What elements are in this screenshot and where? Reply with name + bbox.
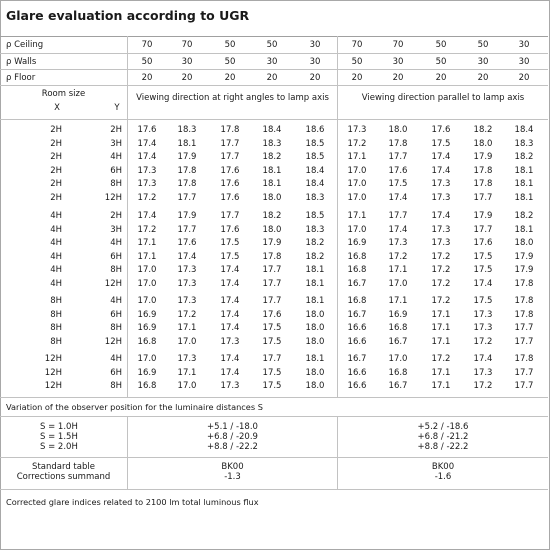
ugr-value: 17.1	[388, 265, 408, 275]
room-x-label: X	[54, 103, 60, 113]
ugr-value: 17.7	[177, 225, 197, 235]
ugr-value: 17.4	[220, 265, 240, 275]
ugr-value: 17.1	[388, 296, 408, 306]
ugr-value: 16.7	[388, 381, 408, 391]
ugr-value: 17.4	[220, 323, 240, 333]
ugr-value: 18.1	[305, 354, 325, 364]
ugr-value: 16.8	[137, 337, 157, 347]
ugr-value: 16.9	[137, 368, 157, 378]
ugr-value: 17.7	[220, 139, 240, 149]
ugr-value: 18.3	[514, 139, 534, 149]
ugr-value: 18.2	[262, 211, 282, 221]
ugr-value: 17.3	[220, 337, 240, 347]
ugr-value: 17.0	[347, 193, 367, 203]
ugr-value: 18.0	[305, 323, 325, 333]
ugr-value: 17.7	[473, 193, 493, 203]
ugr-value: 17.5	[388, 179, 408, 189]
ugr-value: 17.9	[514, 252, 534, 262]
ugr-value: 17.8	[514, 296, 534, 306]
reflectance-value: 50	[477, 40, 489, 50]
ugr-value: 17.5	[262, 381, 282, 391]
ugr-value: 18.3	[305, 193, 325, 203]
ugr-value: 18.3	[305, 225, 325, 235]
ugr-value: 17.8	[262, 252, 282, 262]
ugr-value: 17.4	[220, 279, 240, 289]
corrections-parallel: -1.6	[434, 472, 452, 482]
column-rule	[127, 36, 128, 85]
ugr-value: 18.1	[262, 179, 282, 189]
ugr-value: 17.8	[473, 166, 493, 176]
ugr-value: 17.9	[262, 238, 282, 248]
ugr-value: 17.0	[137, 279, 157, 289]
ugr-value: 17.4	[388, 225, 408, 235]
ugr-value: 18.0	[473, 139, 493, 149]
room-x-value: 4H	[50, 252, 62, 262]
ugr-value: 17.8	[473, 179, 493, 189]
ugr-value: 17.2	[177, 310, 197, 320]
ugr-value: 17.4	[473, 354, 493, 364]
reflectance-value: 70	[392, 40, 404, 50]
ugr-value: 17.5	[262, 368, 282, 378]
ugr-value: 17.7	[262, 296, 282, 306]
direction-perpendicular-label: Viewing direction at right angles to lamp axis	[136, 93, 329, 103]
room-x-value: 4H	[50, 225, 62, 235]
ugr-value: 17.4	[137, 211, 157, 221]
ugr-value: 17.7	[262, 265, 282, 275]
ugr-value: 17.3	[137, 179, 157, 189]
ugr-value: 17.5	[431, 139, 451, 149]
ugr-value: 17.4	[220, 296, 240, 306]
room-x-value: 4H	[50, 238, 62, 248]
table-rule	[0, 416, 548, 417]
reflectance-label: ρ Walls	[6, 57, 37, 67]
room-x-value: 4H	[50, 279, 62, 289]
reflectance-value: 30	[392, 57, 404, 67]
ugr-value: 17.0	[177, 337, 197, 347]
ugr-value: 18.0	[305, 381, 325, 391]
ugr-value: 17.3	[431, 225, 451, 235]
ugr-value: 17.7	[388, 152, 408, 162]
room-y-value: 8H	[110, 179, 122, 189]
ugr-value: 17.0	[347, 225, 367, 235]
room-y-value: 6H	[110, 166, 122, 176]
ugr-value: 17.0	[347, 166, 367, 176]
ugr-value: 17.5	[262, 337, 282, 347]
ugr-value: 17.2	[431, 354, 451, 364]
ugr-value: 16.8	[347, 296, 367, 306]
ugr-value: 18.1	[514, 225, 534, 235]
ugr-value: 17.7	[514, 381, 534, 391]
ugr-value: 18.0	[262, 225, 282, 235]
ugr-value: 17.8	[220, 125, 240, 135]
ugr-value: 17.9	[177, 211, 197, 221]
ugr-value: 17.2	[431, 296, 451, 306]
ugr-value: 17.8	[514, 354, 534, 364]
ugr-value: 17.1	[347, 152, 367, 162]
ugr-value: 18.4	[514, 125, 534, 135]
room-y-value: 8H	[110, 323, 122, 333]
ugr-value: 18.3	[177, 125, 197, 135]
ugr-value: 17.6	[137, 125, 157, 135]
ugr-value: 17.6	[220, 166, 240, 176]
room-x-value: 12H	[44, 381, 62, 391]
ugr-value: 17.7	[473, 225, 493, 235]
ugr-value: 17.6	[220, 225, 240, 235]
page-title: Glare evaluation according to UGR	[6, 8, 250, 23]
table-rule	[0, 489, 548, 490]
table-rule	[0, 119, 548, 120]
room-y-value: 8H	[110, 381, 122, 391]
room-y-value: 4H	[110, 354, 122, 364]
reflectance-value: 70	[181, 40, 193, 50]
variation-parallel-value: +5.2 / -18.6	[417, 422, 469, 432]
ugr-value: 16.9	[347, 238, 367, 248]
room-x-value: 8H	[50, 296, 62, 306]
reflectance-value: 50	[224, 57, 236, 67]
ugr-value: 17.4	[220, 310, 240, 320]
luminaire-distance-label: S = 2.0H	[40, 442, 78, 452]
ugr-value: 17.6	[177, 238, 197, 248]
reflectance-value: 30	[518, 40, 530, 50]
table-rule	[0, 457, 548, 458]
ugr-value: 16.9	[137, 323, 157, 333]
ugr-value: 17.2	[473, 381, 493, 391]
ugr-value: 17.8	[514, 279, 534, 289]
reflectance-value: 20	[477, 73, 489, 83]
room-y-value: 4H	[110, 238, 122, 248]
ugr-value: 17.1	[137, 252, 157, 262]
ugr-value: 18.0	[262, 193, 282, 203]
ugr-value: 17.7	[514, 337, 534, 347]
standard-table-label: Standard table	[32, 462, 95, 472]
standard-table-parallel: BK00	[431, 462, 455, 472]
room-size-label: Room size	[41, 89, 86, 99]
reflectance-value: 20	[309, 73, 321, 83]
reflectance-value: 50	[351, 57, 363, 67]
ugr-value: 17.1	[431, 368, 451, 378]
ugr-value: 18.3	[262, 139, 282, 149]
ugr-value: 17.3	[473, 323, 493, 333]
ugr-value: 18.1	[177, 139, 197, 149]
ugr-value: 18.1	[305, 265, 325, 275]
reflectance-value: 50	[224, 40, 236, 50]
ugr-value: 16.8	[137, 381, 157, 391]
reflectance-label: ρ Ceiling	[6, 40, 44, 50]
reflectance-value: 20	[141, 73, 153, 83]
ugr-value: 18.2	[262, 152, 282, 162]
room-y-value: 2H	[110, 211, 122, 221]
ugr-value: 17.3	[220, 381, 240, 391]
ugr-value: 18.5	[305, 211, 325, 221]
ugr-value: 17.0	[137, 354, 157, 364]
ugr-value: 17.4	[137, 139, 157, 149]
ugr-value: 17.7	[220, 211, 240, 221]
ugr-value: 17.4	[431, 152, 451, 162]
reflectance-value: 20	[266, 73, 278, 83]
ugr-value: 17.4	[177, 252, 197, 262]
ugr-value: 17.0	[137, 296, 157, 306]
room-x-value: 12H	[44, 368, 62, 378]
reflectance-value: 50	[141, 57, 153, 67]
ugr-value: 17.3	[431, 193, 451, 203]
luminaire-distance-label: S = 1.5H	[40, 432, 78, 442]
ugr-value: 17.4	[220, 368, 240, 378]
ugr-value: 16.7	[347, 354, 367, 364]
ugr-value: 17.4	[388, 193, 408, 203]
room-x-value: 2H	[50, 139, 62, 149]
table-rule	[0, 36, 548, 37]
ugr-value: 17.5	[473, 265, 493, 275]
reflectance-value: 70	[141, 40, 153, 50]
room-x-value: 4H	[50, 211, 62, 221]
table-rule	[0, 85, 548, 86]
room-y-value: 12H	[104, 193, 122, 203]
reflectance-label: ρ Floor	[6, 73, 36, 83]
ugr-value: 17.2	[431, 265, 451, 275]
ugr-value: 17.3	[347, 125, 367, 135]
ugr-value: 18.2	[514, 211, 534, 221]
room-y-value: 4H	[110, 296, 122, 306]
room-y-value: 6H	[110, 252, 122, 262]
ugr-value: 17.7	[220, 152, 240, 162]
ugr-value: 17.6	[262, 310, 282, 320]
ugr-value: 18.0	[305, 368, 325, 378]
ugr-value: 18.1	[514, 193, 534, 203]
ugr-value: 17.4	[220, 354, 240, 364]
ugr-value: 16.6	[347, 323, 367, 333]
reflectance-value: 20	[392, 73, 404, 83]
luminaire-distance-label: S = 1.0H	[40, 422, 78, 432]
ugr-value: 17.5	[262, 323, 282, 333]
column-rule	[337, 85, 338, 397]
ugr-value: 17.3	[177, 354, 197, 364]
ugr-value: 18.1	[305, 296, 325, 306]
ugr-value: 17.2	[347, 139, 367, 149]
ugr-value: 18.2	[305, 238, 325, 248]
ugr-value: 18.0	[388, 125, 408, 135]
room-y-value: 3H	[110, 139, 122, 149]
corrections-summand-label: Corrections summand	[16, 472, 111, 482]
ugr-value: 17.0	[137, 265, 157, 275]
ugr-value: 17.6	[431, 125, 451, 135]
ugr-value: 18.1	[305, 279, 325, 289]
variation-parallel-value: +8.8 / -22.2	[417, 442, 469, 452]
ugr-value: 17.1	[137, 238, 157, 248]
ugr-value: 17.3	[177, 279, 197, 289]
ugr-value: 18.2	[514, 152, 534, 162]
reflectance-value: 50	[435, 57, 447, 67]
reflectance-value: 20	[181, 73, 193, 83]
room-y-value: 3H	[110, 225, 122, 235]
ugr-value: 17.9	[177, 152, 197, 162]
corrections-perpendicular: -1.3	[224, 472, 241, 482]
ugr-value: 17.1	[431, 310, 451, 320]
ugr-value: 18.1	[262, 166, 282, 176]
ugr-value: 17.5	[473, 296, 493, 306]
ugr-value: 17.7	[514, 368, 534, 378]
room-y-value: 8H	[110, 265, 122, 275]
ugr-value: 18.4	[305, 166, 325, 176]
ugr-value: 17.1	[431, 323, 451, 333]
room-y-value: 12H	[104, 279, 122, 289]
ugr-value: 17.5	[220, 238, 240, 248]
ugr-value: 17.2	[473, 337, 493, 347]
ugr-value: 17.2	[137, 225, 157, 235]
reflectance-value: 30	[518, 57, 530, 67]
ugr-value: 17.4	[431, 166, 451, 176]
room-y-value: 4H	[110, 152, 122, 162]
ugr-value: 17.5	[220, 252, 240, 262]
ugr-value: 18.5	[305, 139, 325, 149]
ugr-value: 17.2	[431, 279, 451, 289]
table-rule	[0, 69, 548, 70]
ugr-value: 17.8	[514, 310, 534, 320]
room-x-value: 8H	[50, 337, 62, 347]
reflectance-value: 30	[266, 57, 278, 67]
ugr-value: 17.3	[177, 296, 197, 306]
room-x-value: 8H	[50, 323, 62, 333]
ugr-value: 16.7	[347, 279, 367, 289]
reflectance-value: 30	[181, 57, 193, 67]
table-rule	[0, 53, 548, 54]
ugr-value: 18.5	[305, 152, 325, 162]
ugr-value: 17.7	[514, 323, 534, 333]
ugr-value: 17.1	[177, 323, 197, 333]
room-y-value: 6H	[110, 368, 122, 378]
ugr-value: 17.1	[431, 337, 451, 347]
footnote: Corrected glare indices related to 2100 lm total luminous flux	[6, 497, 259, 507]
ugr-value: 17.3	[473, 368, 493, 378]
ugr-value: 17.6	[388, 166, 408, 176]
ugr-value: 17.1	[177, 368, 197, 378]
variation-label: Variation of the observer position for the luminaire distances S	[6, 402, 263, 412]
reflectance-value: 30	[309, 40, 321, 50]
reflectance-value: 50	[266, 40, 278, 50]
ugr-value: 18.2	[473, 125, 493, 135]
reflectance-value: 20	[351, 73, 363, 83]
room-x-value: 8H	[50, 310, 62, 320]
ugr-value: 18.0	[305, 310, 325, 320]
reflectance-value: 20	[224, 73, 236, 83]
variation-perpendicular-value: +5.1 / -18.0	[207, 422, 258, 432]
ugr-value: 17.2	[388, 252, 408, 262]
ugr-value: 16.9	[137, 310, 157, 320]
ugr-value: 17.4	[473, 279, 493, 289]
ugr-value: 17.3	[431, 179, 451, 189]
room-y-value: 12H	[104, 337, 122, 347]
ugr-value: 16.8	[388, 323, 408, 333]
ugr-value: 17.7	[262, 279, 282, 289]
ugr-value: 17.8	[388, 139, 408, 149]
table-rule	[0, 397, 548, 398]
ugr-value: 16.7	[347, 310, 367, 320]
ugr-value: 18.2	[305, 252, 325, 262]
ugr-value: 17.9	[514, 265, 534, 275]
ugr-value: 18.6	[305, 125, 325, 135]
ugr-value: 18.0	[514, 238, 534, 248]
standard-table-perpendicular: BK00	[221, 462, 244, 472]
ugr-value: 18.1	[514, 166, 534, 176]
room-x-value: 2H	[50, 125, 62, 135]
ugr-value: 17.9	[473, 211, 493, 221]
reflectance-value: 30	[477, 57, 489, 67]
direction-parallel-label: Viewing direction parallel to lamp axis	[361, 93, 525, 103]
reflectance-value: 70	[351, 40, 363, 50]
ugr-value: 18.4	[305, 179, 325, 189]
ugr-value: 17.5	[473, 252, 493, 262]
ugr-value: 16.6	[347, 368, 367, 378]
variation-perpendicular-value: +8.8 / -22.2	[207, 442, 258, 452]
ugr-value: 16.6	[347, 381, 367, 391]
ugr-value: 16.8	[347, 252, 367, 262]
ugr-value: 16.8	[388, 368, 408, 378]
column-rule	[337, 36, 338, 85]
ugr-value: 17.3	[137, 166, 157, 176]
ugr-value: 17.8	[177, 179, 197, 189]
column-rule	[127, 85, 128, 397]
ugr-value: 17.3	[431, 238, 451, 248]
room-x-value: 2H	[50, 193, 62, 203]
variation-perpendicular-value: +6.8 / -20.9	[207, 432, 258, 442]
reflectance-value: 50	[435, 40, 447, 50]
ugr-value: 17.4	[431, 211, 451, 221]
ugr-value: 17.3	[388, 238, 408, 248]
ugr-value: 17.0	[177, 381, 197, 391]
ugr-value: 17.3	[177, 265, 197, 275]
ugr-value: 17.6	[473, 238, 493, 248]
ugr-value: 17.3	[473, 310, 493, 320]
ugr-value: 17.6	[220, 193, 240, 203]
ugr-value: 18.0	[305, 337, 325, 347]
reflectance-value: 20	[518, 73, 530, 83]
ugr-value: 17.9	[473, 152, 493, 162]
variation-parallel-value: +6.8 / -21.2	[417, 432, 469, 442]
ugr-value: 17.7	[388, 211, 408, 221]
room-x-value: 12H	[44, 354, 62, 364]
ugr-value: 17.2	[431, 252, 451, 262]
room-x-value: 2H	[50, 166, 62, 176]
ugr-value: 17.1	[347, 211, 367, 221]
ugr-value: 16.8	[347, 265, 367, 275]
ugr-value: 17.0	[347, 179, 367, 189]
room-y-value: 6H	[110, 310, 122, 320]
ugr-value: 17.7	[262, 354, 282, 364]
ugr-value: 17.0	[388, 279, 408, 289]
ugr-value: 17.4	[137, 152, 157, 162]
ugr-value: 17.6	[220, 179, 240, 189]
ugr-value: 16.7	[388, 337, 408, 347]
ugr-value: 17.8	[177, 166, 197, 176]
room-y-label: Y	[114, 103, 120, 113]
ugr-value: 17.7	[177, 193, 197, 203]
ugr-value: 17.2	[137, 193, 157, 203]
ugr-value: 16.6	[347, 337, 367, 347]
ugr-value: 17.0	[388, 354, 408, 364]
ugr-value: 18.4	[262, 125, 282, 135]
ugr-value: 18.1	[514, 179, 534, 189]
ugr-value: 17.1	[431, 381, 451, 391]
reflectance-value: 20	[435, 73, 447, 83]
reflectance-value: 30	[309, 57, 321, 67]
room-x-value: 2H	[50, 152, 62, 162]
ugr-value: 16.9	[388, 310, 408, 320]
room-x-value: 4H	[50, 265, 62, 275]
room-y-value: 2H	[110, 125, 122, 135]
room-x-value: 2H	[50, 179, 62, 189]
